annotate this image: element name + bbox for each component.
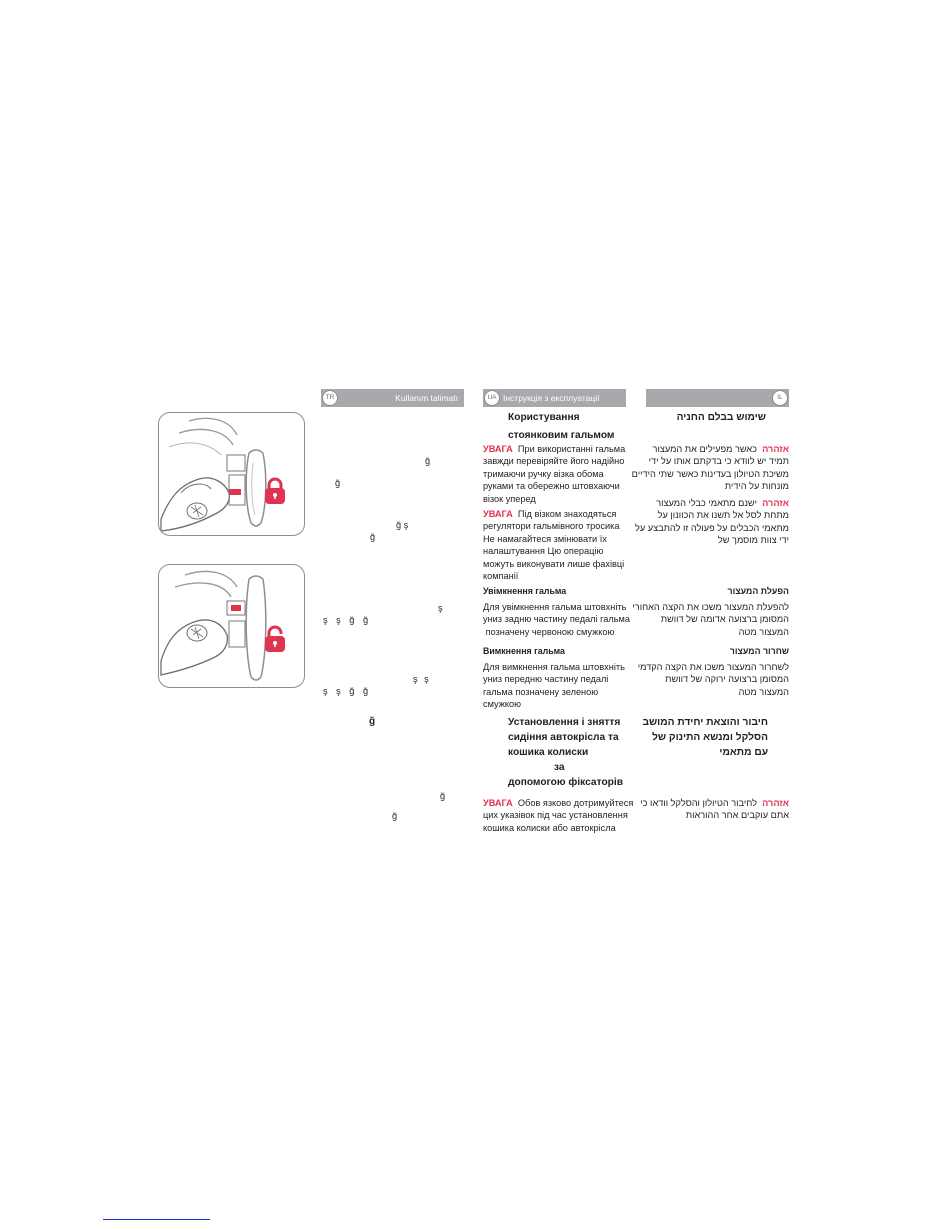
tr-glyph: ş ş ğ ğ [323,615,369,625]
tr-glyph: ğ [369,716,376,727]
ua-release-title: Вимкнення гальма [483,646,565,656]
ua-warning-label: УВАГА [483,444,513,454]
padlock-locked-icon [264,477,286,505]
badge-ua: UA [484,390,500,406]
badge-il: IL [772,390,788,406]
il-engage-text: להפעלת המעצור משכו את הקצה האחורי המסומן ברצועה אדומה של דוושת המעצור מטה [632,602,789,637]
tr-glyph: ğ [335,478,341,488]
ua-title-line2: стоянковим гальмом [508,430,615,441]
il-release-text: לשחרור המעצור משכו את הקצה הקדמי המסומן ברצועה ירוקה של דוושת המעצור מטה [637,662,789,697]
tr-glyph: ğ [392,811,398,821]
brake-engage-illustration [158,412,305,536]
tr-glyph: ğ [370,532,376,542]
ua-warning-label: УВАГА [483,798,513,808]
tr-glyph: ğ [440,791,446,801]
tr-glyph: ğ [425,456,431,466]
ua-install-title: Установлення і зняття сидіння автокрісла та кошика колиски за допомогою фіксаторів [508,717,623,788]
footer-rule [103,1219,210,1220]
tr-glyph: ğ ş [396,520,409,530]
brake-release-illustration [158,564,305,688]
padlock-unlocked-icon [264,625,286,653]
il-warning-2: אזהרה ישנם מתאמי כבלי המעצור מתחת לסל אל תשנו את הכוונון על מתאמי הכבלים על פעולה זו להתבצע על ידי צוות מוסמך של [634,498,789,546]
il-install-title: חיבור והוצאת יחידת המושב הסלקל ומנשא התינוק של עם מתאמי [642,717,768,758]
il-release-title: שחרור המעצור [729,646,789,656]
badge-tr: TR [322,390,338,406]
header-tr-label: Kullanım talimatı [395,393,458,403]
tr-glyph: ş ş ğ ğ [323,686,369,696]
il-warning-1: אזהרה כאשר מפעילים את המעצור תמיד יש לוודא כי בדקתם אותו על ידי משיכת הטיולון בעדינות כאשר שתי הידיים מונחות על הידית [631,444,789,492]
ua-warning-label: УВАГА [483,509,513,519]
il-engage-title: הפעלת המעצור [727,586,789,596]
ua-warning-1: УВАГА При використанні гальма завжди перевіряйте його надійно тримаючи ручку візка обома руками та обережно штовхаючи візок уперед [483,444,626,504]
ua-engage-title: Увімкнення гальма [483,586,567,596]
header-ua [483,389,626,407]
header-tr [321,389,464,407]
il-title: שימוש בבלם החניה [676,412,766,423]
ua-warning-3: УВАГА Обов язково дотримуйтеся цих указівок під час установлення кошика колиски або автокрісла [483,798,634,833]
ua-engage-text: Для увімкнення гальма штовхніть униз задню частину педалі гальма позначену червоною смужкою [483,602,630,637]
ua-warning-2: УВАГА Під візком знаходяться регулятори гальмівного тросика Не намагайтеся змінювати їх налаштування Цю операцію можуть виконувати лише фахівці компанії [483,509,625,582]
header-ua-label: Інструкція з експлуатації [503,393,600,403]
ua-title-line1: Користування [508,412,580,423]
tr-glyph: ş ş [413,674,429,684]
tr-glyph: ş [438,603,443,613]
il-warning-label: אזהרה [762,798,789,808]
il-warning-label: אזהרה [762,498,789,508]
ua-release-text: Для вимкнення гальма штовхніть униз передню частину педалі гальма позначену зеленою смужкою [483,662,625,710]
header-il [646,389,789,407]
il-warning-3: אזהרה לחיבור הטיולון והסלקל וודאו כי אתם עוקבים אחר ההוראות [640,798,789,821]
il-warning-label: אזהרה [762,444,789,454]
